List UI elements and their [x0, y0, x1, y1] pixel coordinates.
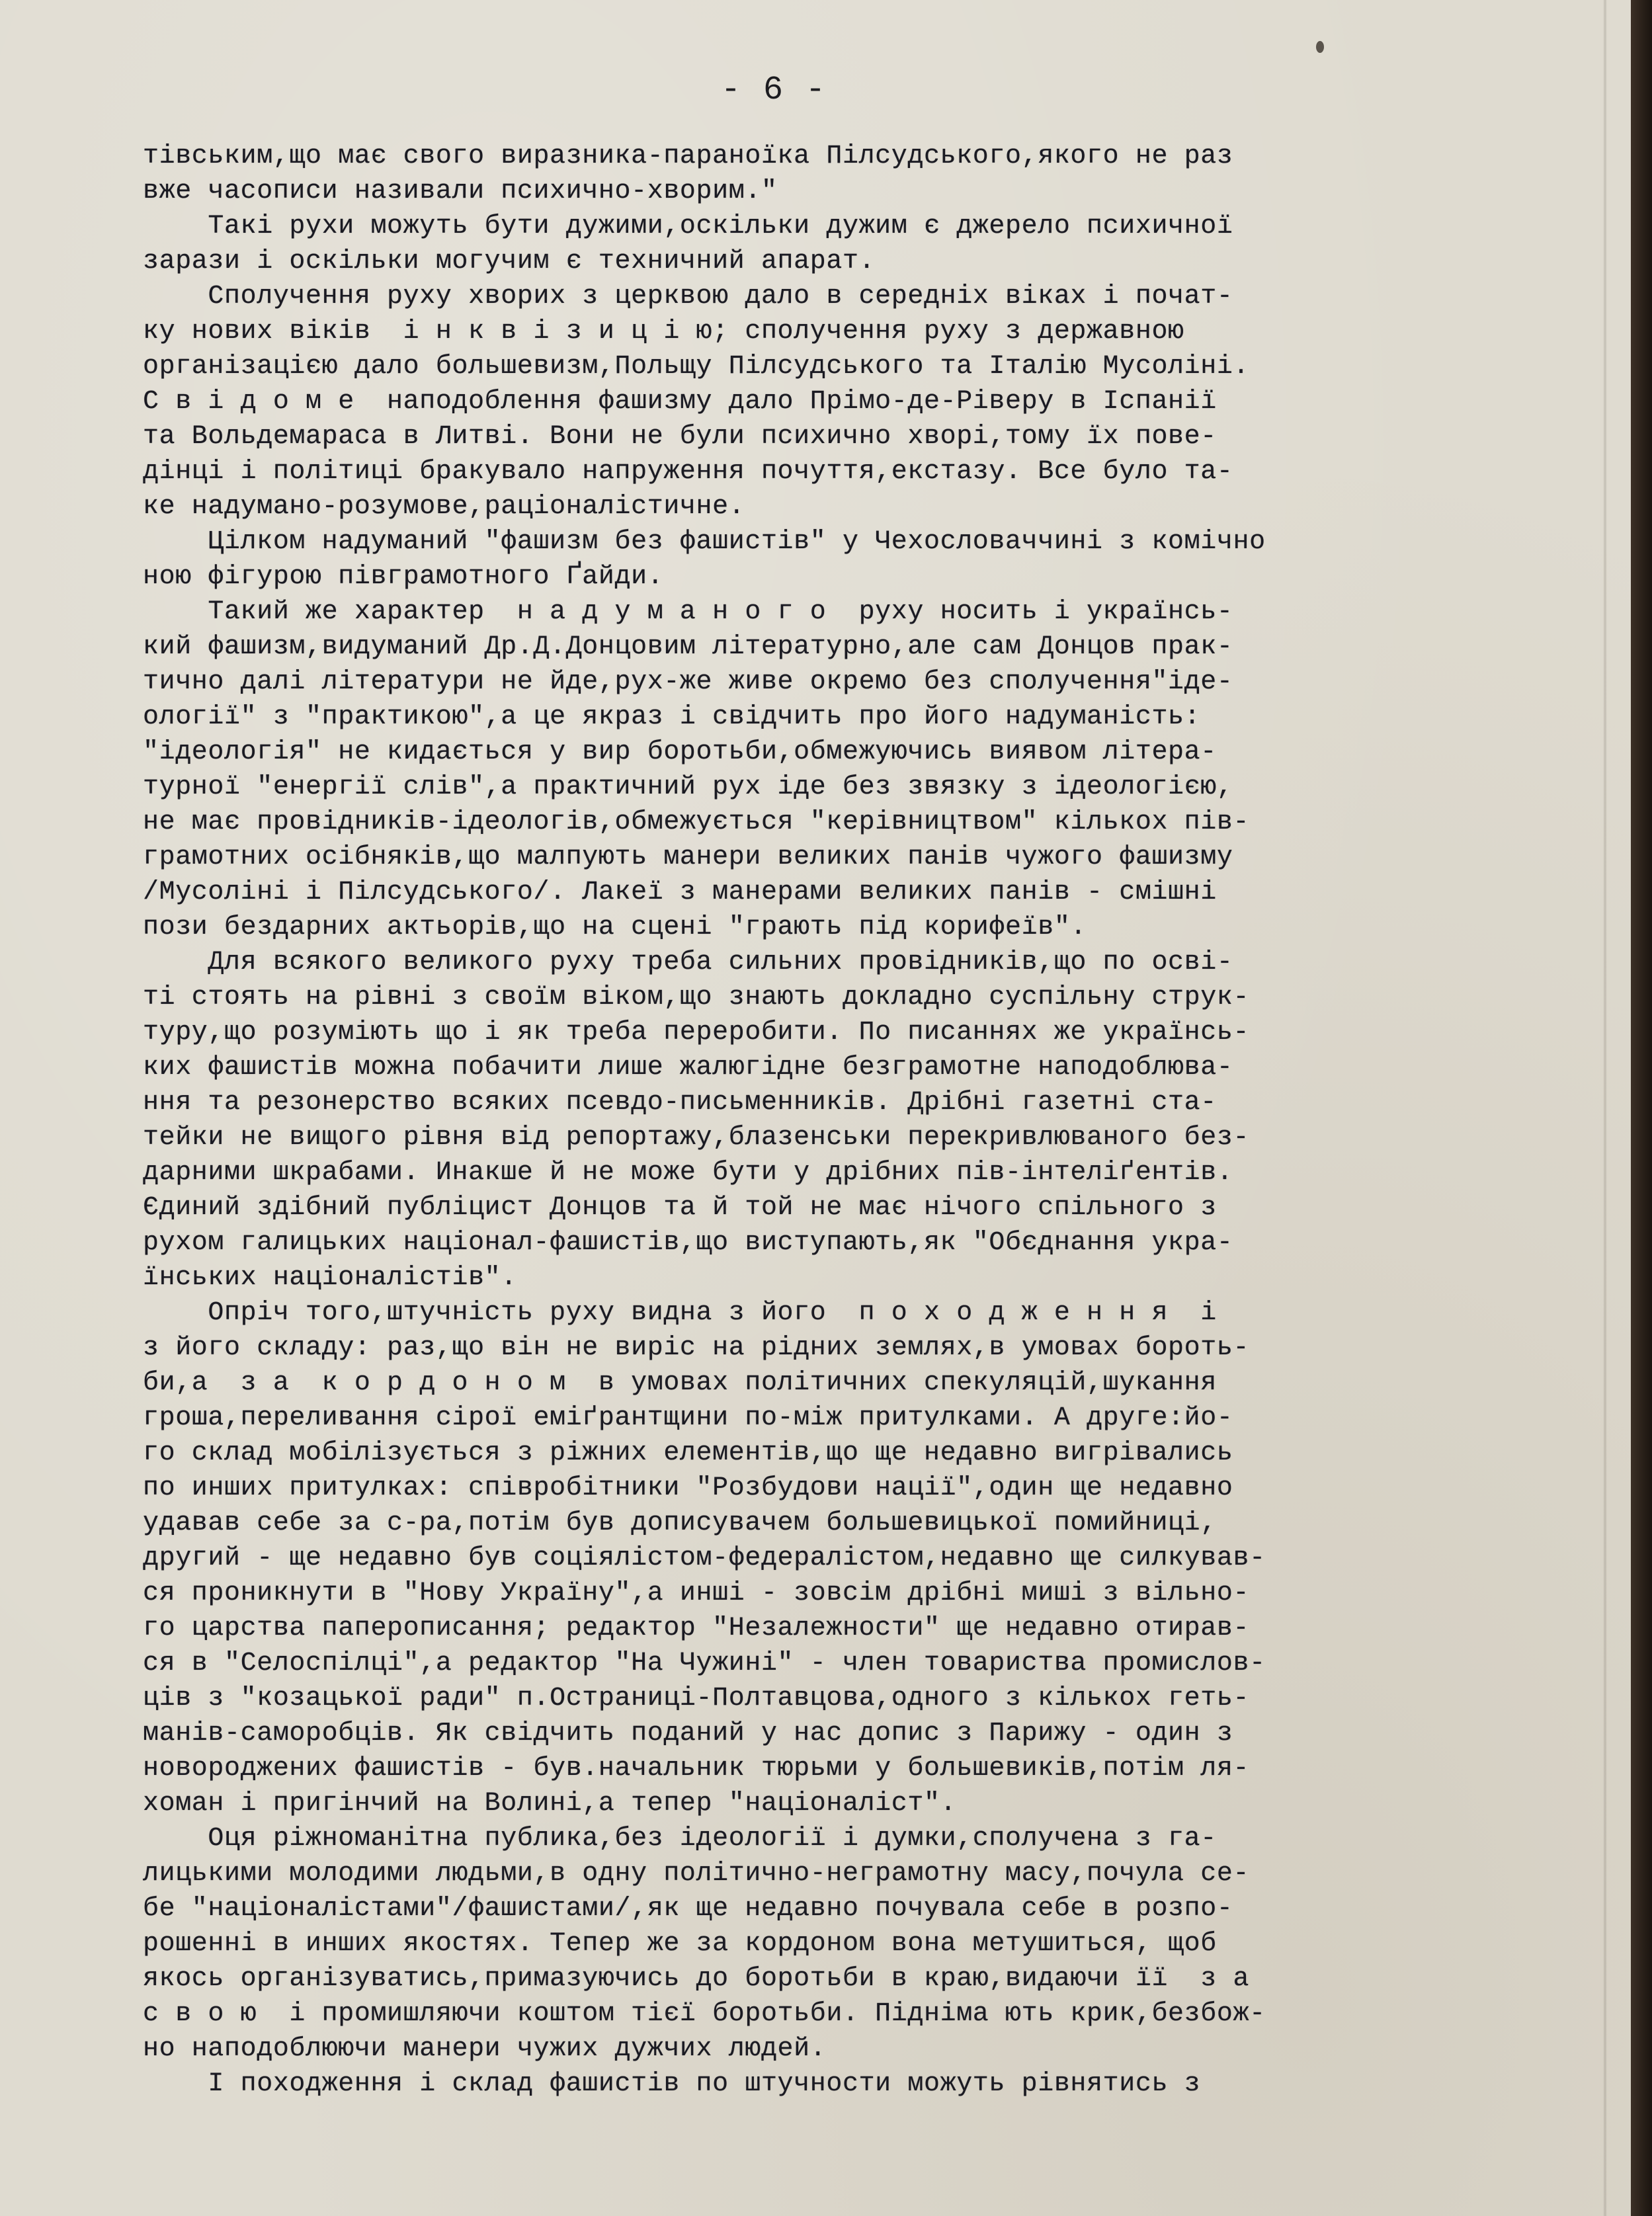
text-line: ся проникнути в "Нову Україну",а инші - зовсім дрібні миші з вільно-: [143, 1579, 1250, 1608]
text-line: новороджених фашистів - був.начальник тюрьми у большевиків,потім ля-: [143, 1754, 1250, 1784]
text-line: рошенні в инших якостях. Тепер же за кордоном вона метушиться, щоб: [143, 1929, 1217, 1959]
text-line: ких фашистів можна побачити лише жалюгідне безграмотне наподоблюва-: [143, 1053, 1233, 1083]
ink-blot: [1316, 41, 1324, 53]
document-body-text: [143, 139, 1551, 2102]
text-line: Такі рухи можуть бути дужими,оскільки дужим є джерело психичної: [143, 212, 1233, 241]
text-line: зарази і оскільки могучим є техничний апарат.: [143, 247, 876, 276]
text-line: гроша,переливання сірої еміґрантщини по-між притулками. А друге:йо-: [143, 1403, 1233, 1433]
text-line: ке надумано-розумове,раціоналістичне.: [143, 492, 745, 522]
text-line: дарними шкрабами. Инакше й не може бути у дрібних пів-інтеліґентів.: [143, 1158, 1233, 1188]
text-line: І походження і склад фашистів по штучности можуть рівнятись з: [143, 2069, 1201, 2099]
text-line: Для всякого великого руху треба сильних провідників,що по осві-: [143, 948, 1233, 977]
text-line: другий - ще недавно був соціялістом-федералістом,недавно ще силкував-: [143, 1543, 1266, 1573]
text-line: лицькими молодими людьми,в одну політично-неграмотну масу,почула се-: [143, 1859, 1250, 1889]
text-line: би,а з а к о р д о н о м в умовах політичних спекуляцій,шукання: [143, 1368, 1217, 1398]
text-line: вже часописи називали психично-хворим.": [143, 177, 778, 206]
text-line: хоман і пригінчий на Волині,а тепер "націоналіст".: [143, 1789, 957, 1819]
text-line: Опріч того,штучність руху видна з його п о х о д ж е н н я і: [143, 1298, 1217, 1328]
text-line: го царства паперописання; редактор "Незалежности" ще недавно отирав-: [143, 1614, 1250, 1643]
text-line: Такий же характер н а д у м а н о г о руху носить і українсь-: [143, 597, 1233, 627]
text-line: з його складу: раз,що він не виріс на рідних землях,в умовах бороть-: [143, 1333, 1250, 1363]
text-line: рухом галицьких націонал-фашистів,що виступають,як "Обєднання укра-: [143, 1228, 1233, 1258]
text-line: дінці і політиці бракувало напруження почуття,екстазу. Все було та-: [143, 457, 1233, 487]
text-line: якось організуватись,примазуючись до боротьби в краю,видаючи її з а: [143, 1964, 1250, 1994]
text-line: ною фігурою півграмотного Ґайди.: [143, 562, 664, 592]
text-line: турної "енергії слів",а практичний рух іде без звязку з ідеологією,: [143, 772, 1233, 802]
text-line: удавав себе за с-ра,потім був дописувачем большевицької помийниці,: [143, 1508, 1217, 1538]
text-line: грамотних осібняків,що малпують манери великих панів чужого фашизму: [143, 842, 1233, 872]
text-line: ку нових віків і н к в і з и ц і ю; сполучення руху з державною: [143, 317, 1184, 347]
text-line: бе "націоналістами"/фашистами/,як ще недавно почувала себе в розпо-: [143, 1894, 1233, 1924]
text-line: ців з "козацької ради" п.Остраниці-Полтавцова,одного з кількох геть-: [143, 1684, 1250, 1713]
text-line: організацією дало большевизм,Польщу Пілсудського та Італію Мусоліні.: [143, 352, 1250, 382]
text-line: тівським,що має свого виразника-параноїка Пілсудського,якого не раз: [143, 142, 1233, 171]
text-line: "ідеологія" не кидається у вир боротьби,обмежуючись виявом літера-: [143, 737, 1217, 767]
text-line: с в о ю і промишляючи коштом тієї боротьби. Підніма ють крик,безбож-: [143, 1999, 1266, 2029]
text-line: туру,що розуміють що і як треба переробити. По писаннях же українсь-: [143, 1018, 1250, 1047]
text-line: Єдиний здібний публіцист Донцов та й той не має нічого спільного з: [143, 1193, 1217, 1223]
text-line: тейки не вищого рівня від репортажу,блазенськи перекривлюваного без-: [143, 1123, 1250, 1153]
text-line: Оця ріжноманітна публика,без ідеології і думки,сполучена з га-: [143, 1824, 1217, 1854]
text-line: ті стоять на рівні з своїм віком,що знають докладно суспільну струк-: [143, 983, 1250, 1012]
text-line: їнських націоналістів".: [143, 1263, 517, 1293]
text-line: го склад мобілізується з ріжних елементів,що ще недавно вигрівались: [143, 1438, 1233, 1468]
text-line: Сполучення руху хворих з церквою дало в середніх віках і почат-: [143, 282, 1233, 311]
text-line: ння та резонерство всяких псевдо-письменників. Дрібні газетні ста-: [143, 1088, 1217, 1118]
text-line: по инших притулках: співробітники "Розбудови нації",один ще недавно: [143, 1473, 1233, 1503]
text-line: тично далі літератури не йде,рух-же живе окремо без сполучення"іде-: [143, 667, 1233, 697]
text-line: та Вольдемараса в Литві. Вони не були психично хворі,тому їх пове-: [143, 422, 1217, 452]
text-line: манів-саморобців. Як свідчить поданий у нас допис з Парижу - один з: [143, 1719, 1233, 1748]
text-line: ології" з "практикою",а це якраз і свідчить про його надуманість:: [143, 702, 1201, 732]
text-line: но наподоблюючи манери чужих дужчих людей.: [143, 2034, 827, 2064]
page-edge: [1631, 0, 1652, 2216]
text-line: кий фашизм,видуманий Др.Д.Донцовим літературно,але сам Донцов прак-: [143, 632, 1233, 662]
page-fold-shadow: [1603, 0, 1607, 2216]
text-line: С в і д о м е наподоблення фашизму дало Прімо-де-Ріверу в Іспанії: [143, 387, 1217, 417]
text-line: /Мусоліні і Пілсудського/. Лакеї з манерами великих панів - смішні: [143, 878, 1217, 907]
text-line: пози бездарних актьорів,що на сцені "грають під корифеїв".: [143, 913, 1087, 942]
text-line: ся в "Селоспілці",а редактор "На Чужині" - член товариства промислов-: [143, 1649, 1266, 1678]
page-number: - 6 -: [720, 71, 827, 109]
text-line: Цілком надуманий "фашизм без фашистів" у Чехословаччині з комічно: [143, 527, 1266, 557]
text-line: не має провідників-ідеологів,обмежується "керівництвом" кількох пів-: [143, 807, 1250, 837]
